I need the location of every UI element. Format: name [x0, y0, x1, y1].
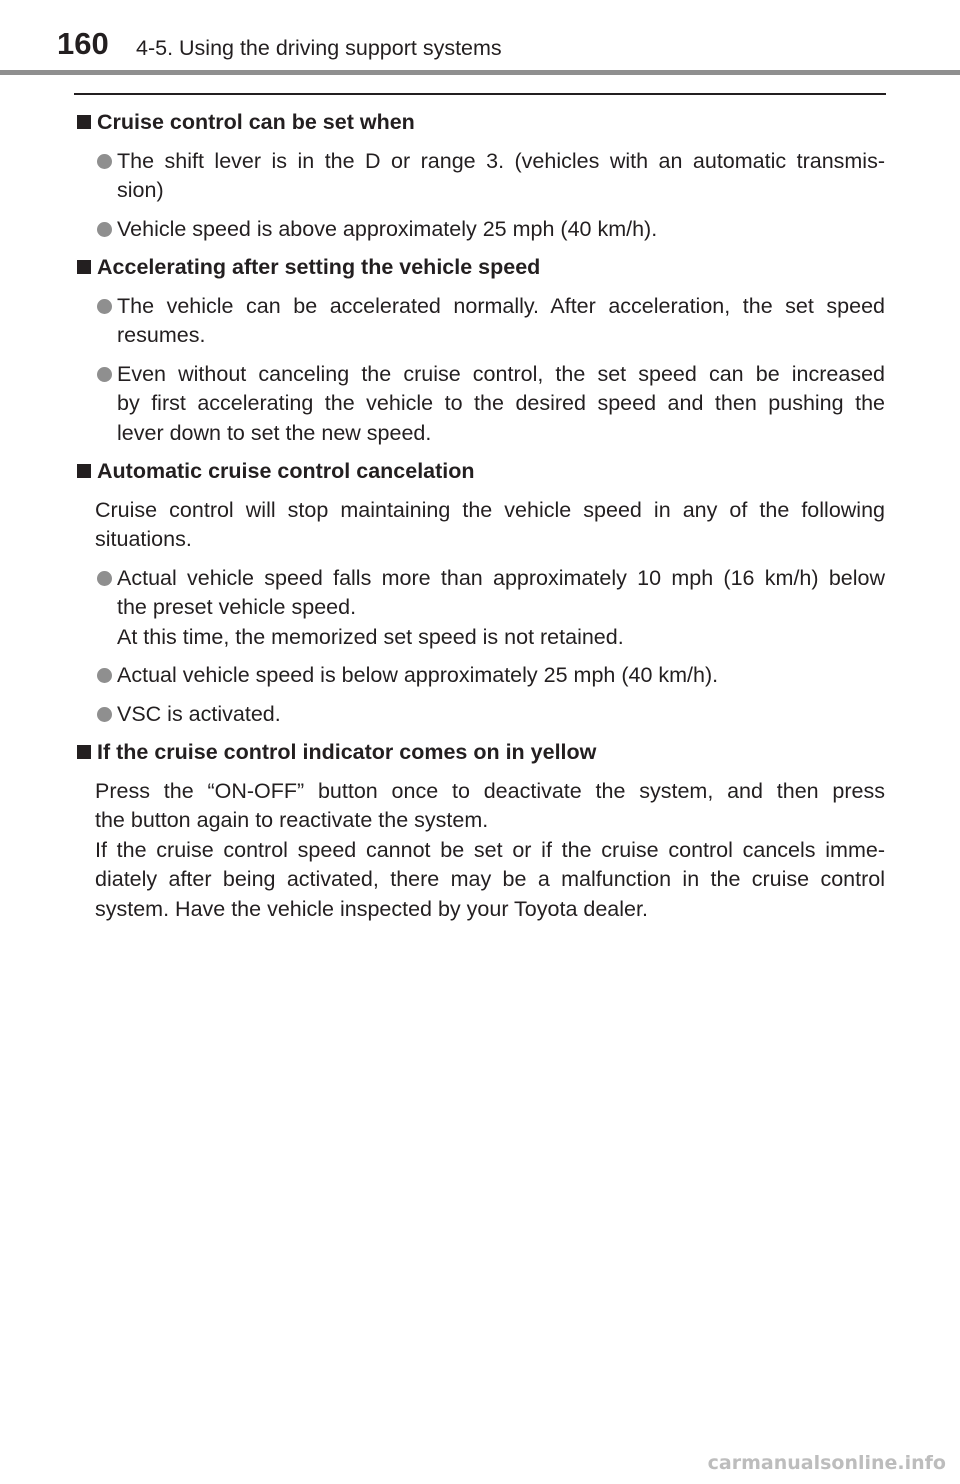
paragraph-line: diately after being activated, there may be a malfunction in the cruise control — [95, 867, 885, 891]
list-item-line: resumes. — [117, 323, 206, 347]
paragraph-line: system. Have the vehicle inspected by your Toyota dealer. — [95, 896, 648, 921]
list-item-line: Actual vehicle speed is below approximately 25 mph (40 km/h). — [117, 663, 719, 687]
list-item — [75, 700, 885, 730]
list-item — [75, 661, 885, 691]
list-item-line: Actual vehicle speed falls more than approximately 10 mph (16 km/h) below — [117, 565, 885, 590]
list-item — [75, 292, 885, 351]
paragraph — [75, 496, 885, 555]
page-header — [0, 0, 960, 78]
square-bullet-icon — [77, 464, 91, 478]
list-item — [75, 215, 885, 245]
paragraph-line: Press the “ON-OFF” button once to deactivate the system, and then press — [95, 778, 885, 803]
list-item-line: The vehicle can be accelerated normally. After acceleration, the set speed — [117, 293, 885, 318]
section-heading — [75, 457, 885, 487]
paragraph — [75, 777, 885, 925]
list-item-line: The shift lever is in the D or range 3. (vehicles with an automatic transmis- — [117, 148, 885, 173]
square-bullet-icon — [77, 745, 91, 759]
list-item-line: Vehicle speed is above approximately 25 mph (40 km/h). — [117, 216, 658, 241]
header-divider — [0, 70, 960, 75]
heading-text: If the cruise control indicator comes on in yellow — [97, 740, 597, 764]
list-item-line: At this time, the memorized set speed is not retained. — [117, 624, 624, 649]
watermark-text: carmanualsonline.info — [707, 1452, 946, 1474]
paragraph-line: If the cruise control speed cannot be set or if the cruise control cancels imme- — [95, 837, 885, 862]
heading-text: Automatic cruise control cancelation — [97, 459, 475, 483]
list-item-line: the preset vehicle speed. — [117, 595, 357, 619]
paragraph-line: Cruise control will stop maintaining the vehicle speed in any of the following — [95, 497, 885, 522]
list-item-line: sion) — [117, 178, 164, 202]
content-body — [75, 108, 885, 933]
circle-bullet-icon — [97, 367, 112, 382]
page-number: 160 — [57, 26, 109, 61]
circle-bullet-icon — [97, 668, 112, 683]
section-heading — [75, 738, 885, 768]
square-bullet-icon — [77, 115, 91, 129]
list-item — [75, 564, 885, 653]
content-top-rule — [74, 93, 886, 95]
list-item-line: Even without canceling the cruise control, the set speed can be increased — [117, 361, 885, 386]
section-title: 4-5. Using the driving support systems — [136, 36, 502, 60]
section-heading — [75, 253, 885, 283]
list-item-line: lever down to set the new speed. — [117, 420, 432, 445]
circle-bullet-icon — [97, 571, 112, 586]
paragraph-line: the button again to reactivate the system. — [95, 808, 489, 832]
circle-bullet-icon — [97, 299, 112, 314]
list-item — [75, 360, 885, 449]
heading-text: Cruise control can be set when — [97, 110, 415, 134]
list-item-line: by first accelerating the vehicle to the desired speed and then pushing the — [117, 391, 885, 415]
square-bullet-icon — [77, 260, 91, 274]
section-heading — [75, 108, 885, 138]
list-item — [75, 147, 885, 206]
circle-bullet-icon — [97, 707, 112, 722]
circle-bullet-icon — [97, 222, 112, 237]
paragraph-line: situations. — [95, 527, 192, 551]
circle-bullet-icon — [97, 154, 112, 169]
list-item-line: VSC is activated. — [117, 701, 281, 726]
heading-text: Accelerating after setting the vehicle speed — [97, 255, 541, 279]
